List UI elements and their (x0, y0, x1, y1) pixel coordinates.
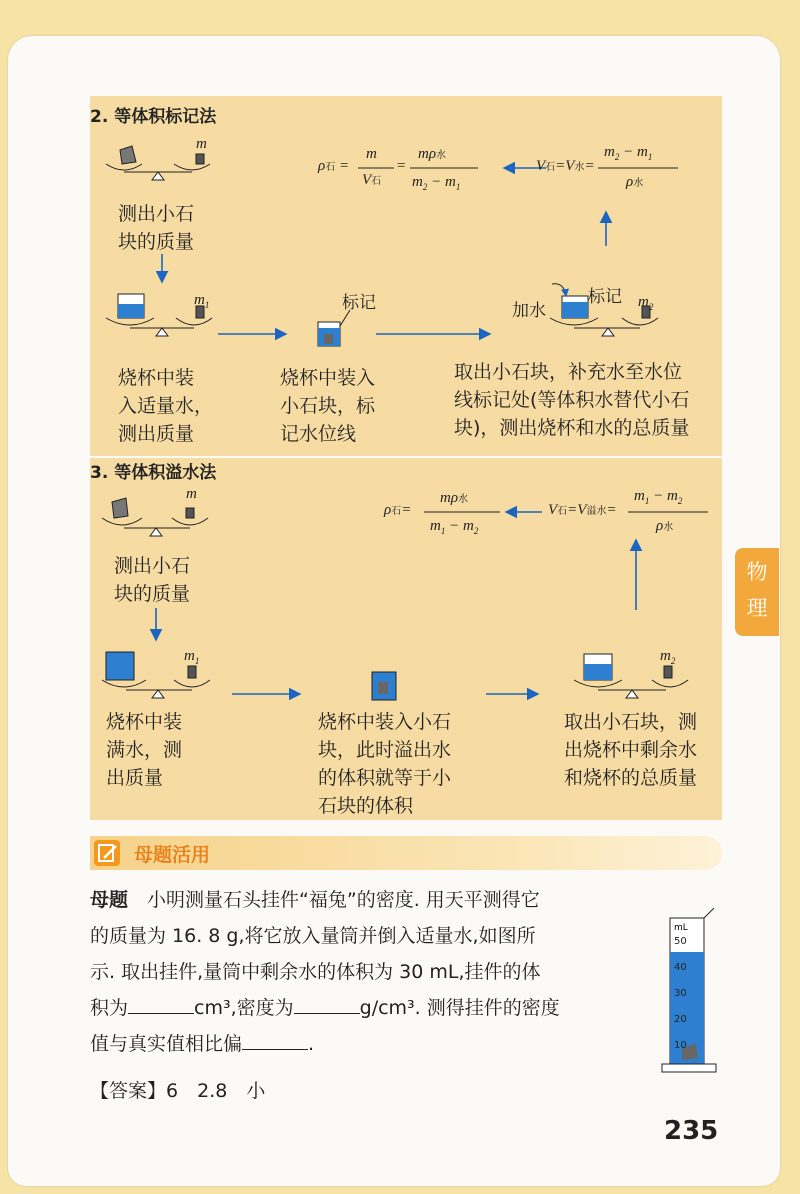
method3-panel (90, 458, 722, 820)
add-water-label: 加水 (512, 301, 546, 321)
density-answer-blank[interactable] (294, 995, 360, 1014)
method3-step3: 烧杯中装入小石 块，此时溢出水 的体积就等于小 石块的体积 (318, 711, 452, 817)
method2-step3: 烧杯中装入 小石块，标 记水位线 (280, 367, 376, 445)
problem-text (90, 882, 660, 1062)
tick-label: 40 (674, 962, 687, 973)
method3-heading: 3. 等体积溢水法 (90, 463, 217, 483)
mass-m-label: m (196, 136, 207, 152)
volume-numerator: $m_1 - m_2$ (634, 488, 683, 506)
tick-label: 50 (674, 936, 687, 947)
mass-m1-label: $m_1$ (194, 292, 210, 310)
volume-equation: V石=V水= (536, 158, 595, 174)
tick-label: 10 (674, 1040, 687, 1051)
problem-line5a: 值与真实值相比偏 (90, 1033, 243, 1055)
volume-numerator: $m_2 - m_1$ (604, 144, 653, 162)
tab-char-2: 理 (746, 596, 768, 620)
page-number: 235 (664, 1116, 719, 1146)
problem-line4b: cm³,密度为 (194, 997, 294, 1019)
formula-denominator-v: V石 (362, 172, 382, 188)
mass-m2-label: $m_2$ (660, 648, 676, 666)
volume-denominator: ρ水 (656, 518, 674, 534)
mass-m2-label: $m_2$ (638, 294, 654, 312)
answer-text: 6 2.8 小 (166, 1080, 266, 1102)
answer-label: 【答案】 (90, 1080, 167, 1102)
subject-tab[interactable] (735, 548, 779, 636)
density-label: ρ石 = (318, 158, 350, 174)
formula-numerator-mrho: mρ水 (440, 490, 469, 506)
method3-step1: 测出小石 块的质量 (114, 555, 191, 605)
method2-step1: 测出小石 块的质量 (118, 203, 195, 253)
problem-line5b: . (308, 1033, 315, 1055)
section-title: 母题活用 (134, 844, 211, 866)
mass-m1-label: $m_1$ (184, 648, 200, 666)
problem-line4c: g/cm³. 测得挂件的密度 (359, 997, 560, 1019)
balance-with-stone-icon (102, 498, 208, 536)
beaker-with-stone-icon (318, 310, 350, 346)
mass-m-label: m (186, 486, 197, 502)
volume-equation: V石=V溢水= (548, 502, 617, 518)
tick-label: 20 (674, 1014, 687, 1025)
problem-line3: 示. 取出挂件,量筒中剩余水的体积为 30 mL,挂件的体 (90, 961, 541, 983)
problem-line4a: 积为 (90, 997, 129, 1019)
method2-step4: 取出小石块，补充水至水位 线标记处(等体积水替代小石 块)，测出烧杯和水的总质量 (454, 361, 690, 439)
problem-label: 母题 (90, 889, 129, 911)
beaker-with-stone-icon (372, 672, 396, 700)
equals-sign: = (396, 158, 407, 174)
balance-with-stone-icon (106, 146, 210, 180)
problem-line2: 的质量为 16. 8 g,将它放入量筒并倒入适量水,如图所 (90, 925, 536, 947)
tab-char-1: 物 (746, 560, 768, 584)
method3-step2: 烧杯中装 满水，测 出质量 (106, 711, 183, 789)
volume-answer-blank[interactable] (128, 995, 194, 1014)
graduated-cylinder-icon (660, 908, 720, 1074)
tick-label: 30 (674, 988, 687, 999)
problem-line1: 小明测量石头挂件“福兔”的密度. 用天平测得它 (147, 889, 540, 911)
method2-step2: 烧杯中装 入适量水， 测出质量 (118, 367, 214, 445)
pencil-note-icon (94, 840, 120, 866)
volume-denominator: ρ水 (626, 174, 644, 190)
cylinder-unit: mL (674, 923, 688, 933)
answer-line (90, 1076, 265, 1103)
section-header (90, 836, 722, 870)
comparison-answer-blank[interactable] (242, 1031, 308, 1050)
method3-step4: 取出小石块，测 出烧杯中剩余水 和烧杯的总质量 (564, 711, 698, 789)
formula-denominator-m2m1: $m_2 - m_1$ (412, 174, 461, 192)
method2-panel (90, 96, 722, 456)
formula-denominator-m1m2: $m_1 - m_2$ (430, 518, 479, 536)
density-label: ρ石= (384, 502, 412, 518)
formula-numerator-mrho: mρ水 (418, 146, 447, 162)
method2-heading: 2. 等体积标记法 (90, 107, 217, 127)
mark-label: 标记 (342, 293, 376, 313)
formula-numerator-m: m (366, 146, 377, 162)
mark2-label: 标记 (588, 287, 622, 307)
